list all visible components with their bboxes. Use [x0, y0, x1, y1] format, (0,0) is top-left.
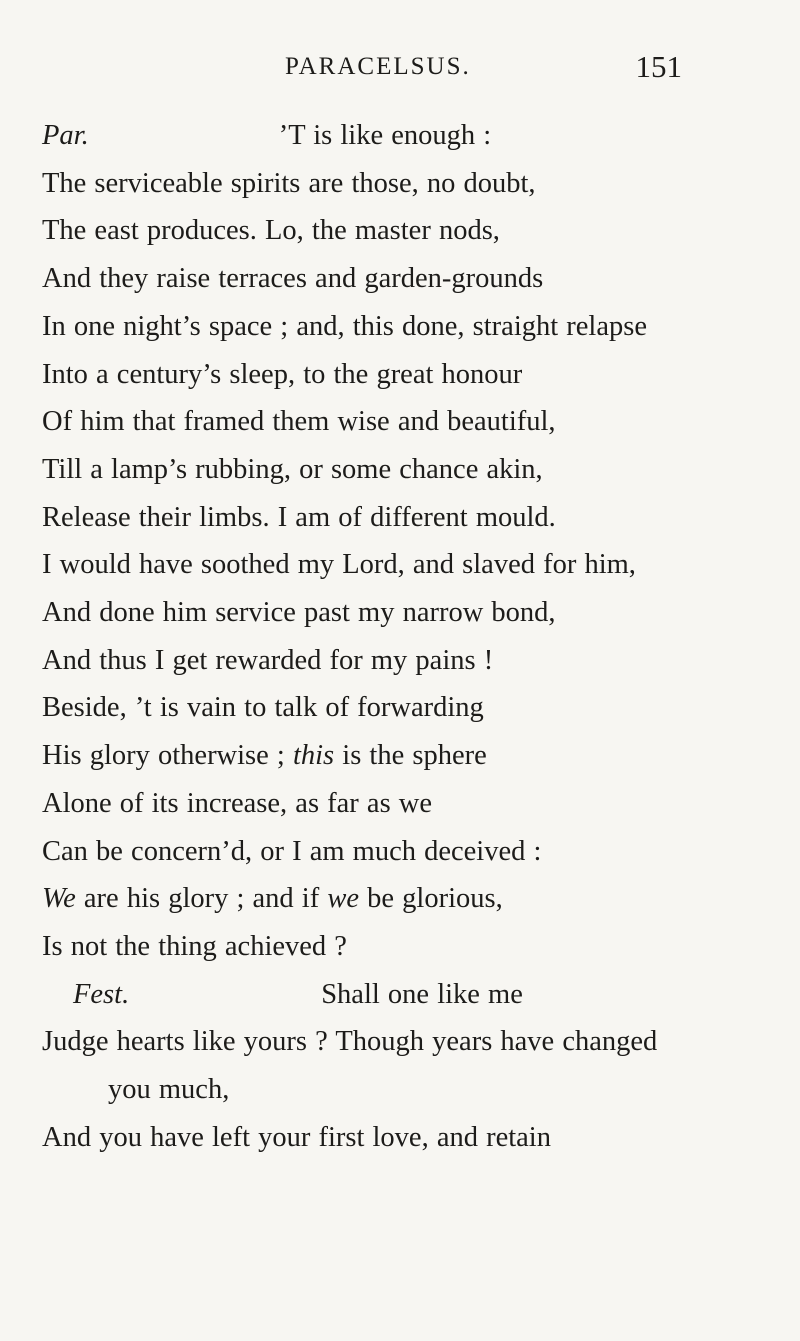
line-text: Release their limbs. I am of different mould.	[42, 501, 556, 533]
emphasis: we	[327, 883, 360, 915]
line-text-mid: are his glory ; and if	[75, 883, 328, 915]
line-text: you much,	[108, 1074, 230, 1105]
line-text: In one night’s space ; and, this done, straight relapse	[42, 310, 647, 342]
line-text: ’T is like enough :	[278, 120, 492, 151]
verse-line-17	[42, 879, 503, 919]
verse-line-2	[42, 164, 536, 204]
verse-line-18	[42, 927, 347, 967]
line-text: Shall one like me	[321, 978, 523, 1010]
line-text-post: be glorious,	[359, 883, 503, 915]
line-text: Till a lamp’s rubbing, or some chance akin,	[42, 453, 543, 485]
verse-line-5	[42, 307, 647, 347]
line-text: Judge hearts like yours ? Though years have changed	[42, 1026, 658, 1058]
emphasis: We	[42, 883, 76, 915]
line-text: Is not the thing achieved ?	[42, 930, 347, 962]
line-text: Of him that framed them wise and beautiful,	[42, 406, 556, 438]
verse-line-11	[42, 593, 556, 633]
verse-line-10	[42, 545, 636, 585]
line-text-pre: His glory otherwise ;	[42, 740, 293, 772]
speaker-label: Fest.	[73, 978, 130, 1010]
verse-line-16	[42, 832, 541, 872]
line-text: And done him service past my narrow bond,	[42, 597, 556, 628]
verse-line-6	[42, 355, 522, 395]
line-text: Alone of its increase, as far as we	[42, 787, 433, 819]
line-text: The serviceable spirits are those, no doubt,	[42, 167, 536, 199]
verse-line-7	[42, 402, 556, 442]
verse-line-15	[42, 784, 432, 824]
line-text-post: is the sphere	[334, 740, 487, 772]
line-text: Into a century’s sleep, to the great honour	[42, 358, 523, 390]
verse-line-14	[42, 736, 487, 776]
line-text: Beside, ’t is vain to talk of forwarding	[42, 692, 484, 724]
verse-line-1	[42, 116, 491, 156]
line-text: The east produces. Lo, the master nods,	[42, 215, 500, 247]
running-title: PARACELSUS.	[285, 53, 471, 80]
line-text: I would have soothed my Lord, and slaved for him,	[42, 549, 636, 581]
page-number: 151	[635, 49, 682, 84]
verse-line-8	[42, 450, 543, 490]
line-text: And thus I get rewarded for my pains !	[42, 644, 494, 676]
line-text: And they raise terraces and garden-grounds	[42, 263, 544, 295]
verse-line-9	[42, 498, 556, 538]
verse-line-21	[108, 1070, 229, 1110]
page-header	[0, 50, 800, 84]
verse-line-13	[42, 688, 484, 728]
line-text: And you have left your first love, and retain	[42, 1121, 551, 1153]
verse-line-22	[42, 1118, 551, 1158]
verse-line-3	[42, 211, 500, 251]
verse-line-12	[42, 641, 493, 681]
verse-line-20	[42, 1022, 657, 1062]
line-text: Can be concern’d, or I am much deceived :	[42, 835, 542, 867]
speaker-label: Par.	[42, 120, 89, 151]
verse-line-4	[42, 259, 543, 299]
emphasis: this	[292, 740, 335, 772]
verse-line-19	[73, 975, 523, 1015]
